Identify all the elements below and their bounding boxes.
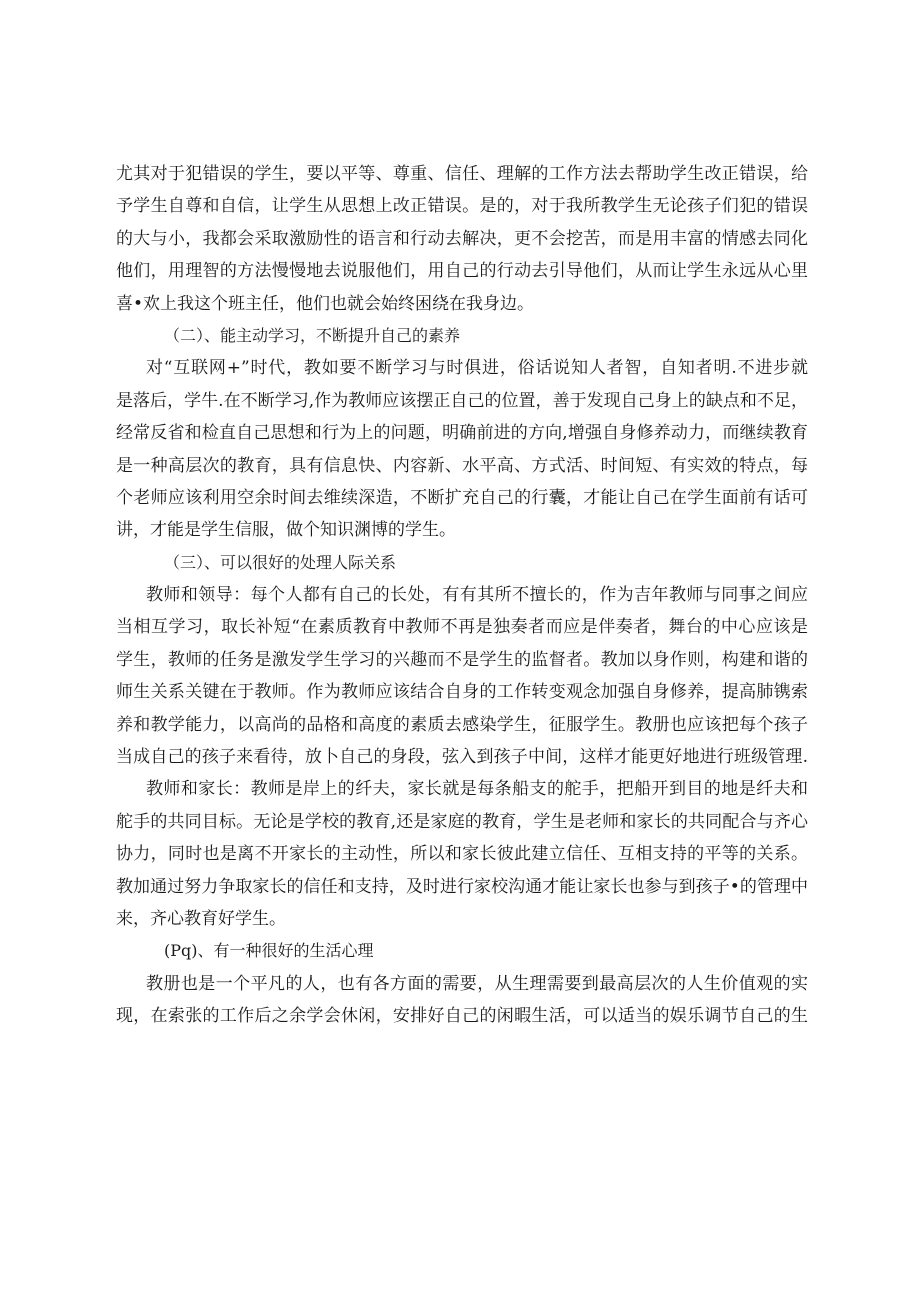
text-line: 个老师应该利用空余时间去维续深造，不断扩充自己的行囊，才能让自己在学生面前有话可 <box>116 487 808 508</box>
text-line: 对“互联网+”时代，教如要不断学习与时俱进，俗话说知人者智，自知者明.不进步就 <box>146 358 808 379</box>
text-line: 当相互学习，取长补短“在素质教育中教师不再是独奏者而应是伴奏者，舞台的中心应该是 <box>116 617 808 638</box>
text-line: 现，在索张的工作后之余学会休闲，安排好自己的闲暇生活，可以适当的娱乐调节自己的生 <box>116 1006 808 1027</box>
text-line: 是一种高层次的教育，具有信息快、内容新、水平高、方式活、时间短、有实效的特点，每 <box>116 455 808 476</box>
text-line: 经常反省和检直自己思想和行为上的问题，明确前进的方向,增强自身修养动力，而继续教育 <box>116 423 808 444</box>
text-line: 他们，用理智的方法慢慢地去说服他们，用自己的行动去引导他们，从而让学生永远从心里 <box>116 261 808 282</box>
text-line: 当成自己的孩子来看待，放卜自己的身段，弦入到孩子中间，这样才能更好地进行班级管理. <box>116 747 808 768</box>
section-heading: （二）、能主动学习，不断提升自己的素养 <box>164 325 461 345</box>
section-heading: （三）、可以很好的处理人际关系 <box>164 552 397 572</box>
text-line: 师生关系关键在于教师。作为教师应该结合自身的工作转变观念加强自身修养，提高肺镌索 <box>116 682 808 703</box>
text-line: 教加通过努力争取家长的信任和支持，及时进行家校沟通才能让家长也参与到孩子•的管理中 <box>116 876 808 897</box>
text-line: 来，齐心教育好学生。 <box>116 908 286 929</box>
text-line: 舵手的共同目标。无论是学校的教育,还是家庭的教育，学生是老师和家长的共同配合与齐心 <box>116 811 808 832</box>
text-line: 教师和领导：每个人都有自己的长处，有有其所不擅长的，作为吉年教师与同事之间应 <box>146 585 808 606</box>
text-line: 养和教学能力，以高尚的品格和高度的素质去感染学生，征服学生。教册也应该把每个孩子 <box>116 714 808 735</box>
text-line: 讲，才能是学生信服，做个知识渊博的学生。 <box>116 520 456 541</box>
section-heading: (Pq)、有一种很好的生活心理 <box>164 941 374 961</box>
text-line: 的大与小，我都会采取激励性的语言和行动去解决，更不会挖苦，而是用丰富的情感去同化 <box>116 228 808 249</box>
text-line: 协力，同时也是离不开家长的主动性，所以和家长彼此建立信任、互相支持的平等的关系。 <box>116 844 808 865</box>
text-line: 予学生自尊和自信，让学生从思想上改正错误。是的，对于我所教学生无论孩子们犯的错误 <box>116 196 808 217</box>
document-page <box>116 158 808 1033</box>
text-line: 学生，教师的任务是激发学生学习的兴趣而不是学生的监督者。教加以身作则，构建和谐的 <box>116 649 808 670</box>
text-line: 教师和家长：教师是岸上的纤夫，家长就是每条船支的舵手，把船开到目的地是纤夫和 <box>146 779 808 800</box>
text-line: 喜•欢上我这个班主任，他们也就会始终困绕在我身边。 <box>116 293 535 314</box>
text-line: 教册也是一个平凡的人，也有各方面的需要，从生理需要到最高层次的人生价值观的实 <box>146 973 808 994</box>
text-line: 是落后，学牛.在不断学习,作为教师应该摆正自己的位置，善于发现自己身上的缺点和不足， <box>116 390 808 411</box>
text-line: 尤其对于犯错误的学生，要以平等、尊重、信任、理解的工作方法去帮助学生改正错误，给 <box>116 164 808 184</box>
